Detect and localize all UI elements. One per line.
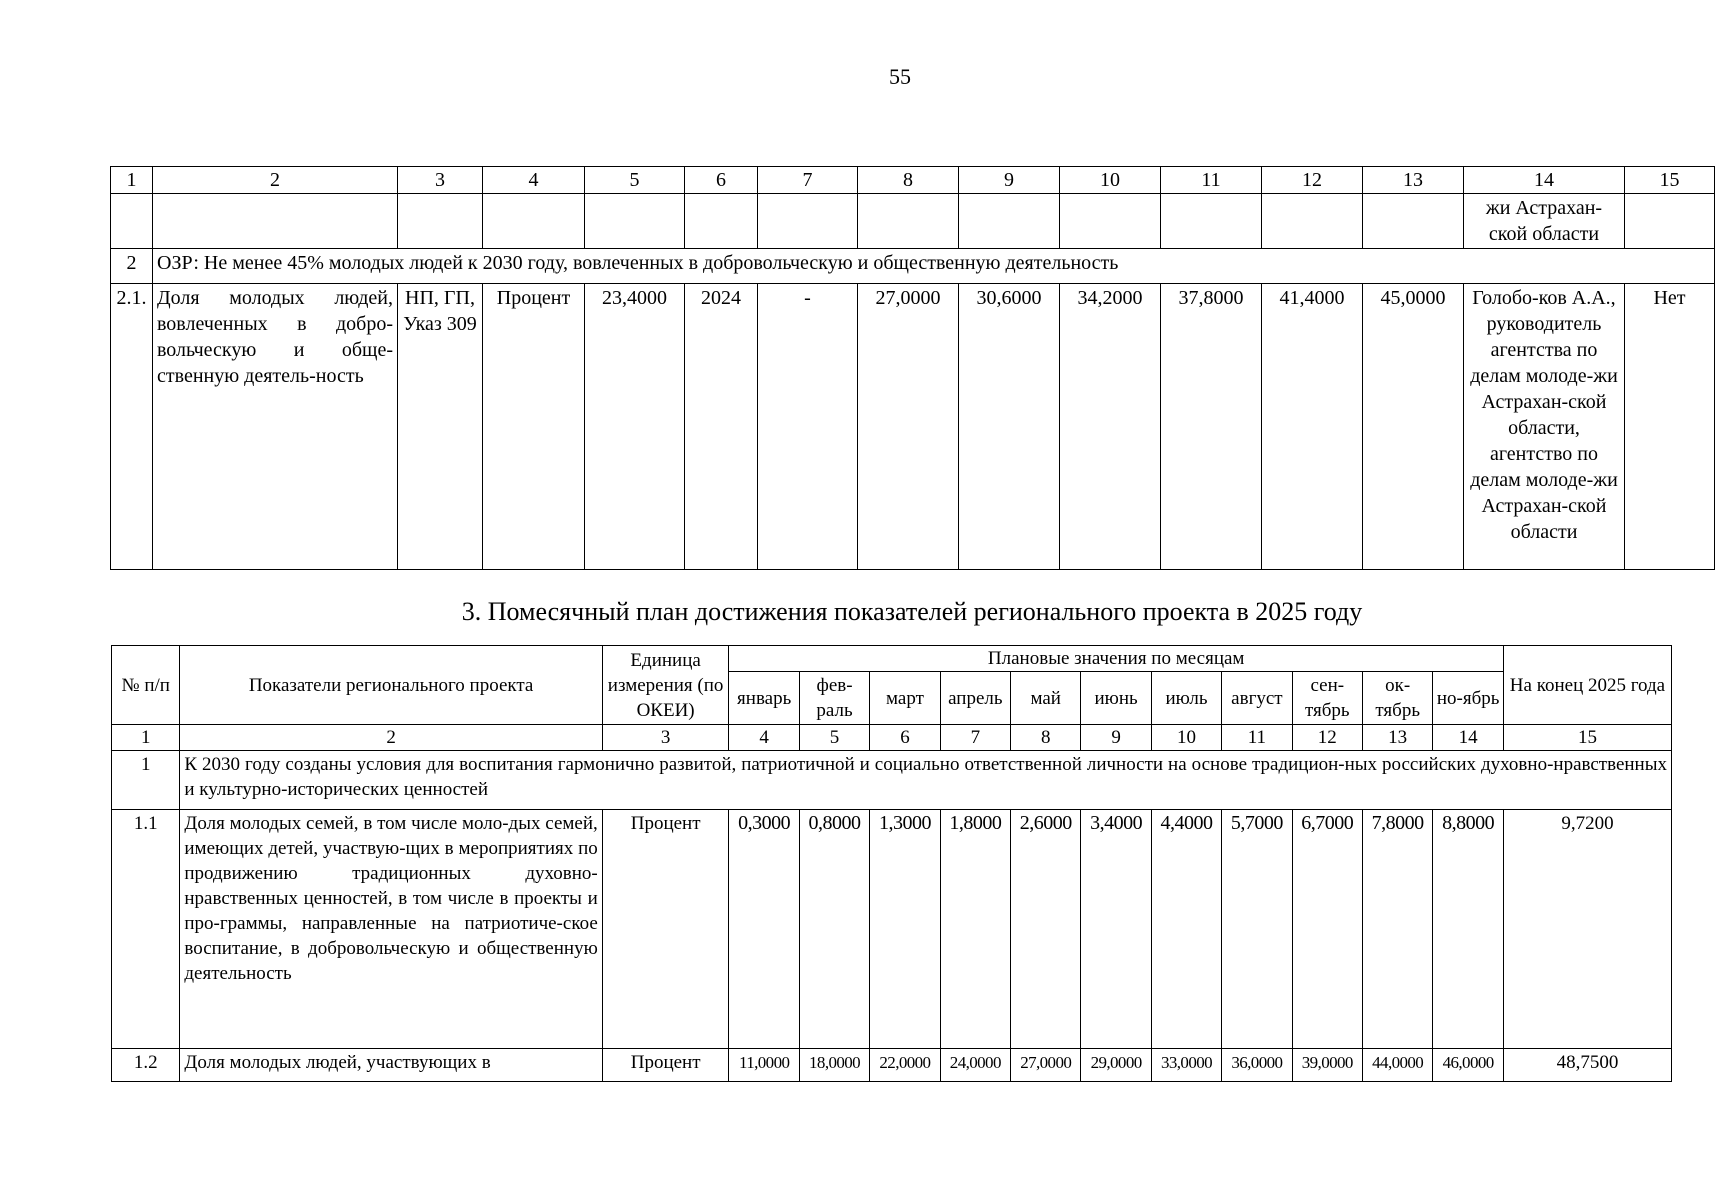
header-number: № п/п	[112, 646, 180, 725]
month-value: 6,7000	[1292, 810, 1362, 1049]
empty-cell	[153, 194, 398, 249]
responsible-continuation: жи Астрахан-ской области	[1464, 194, 1625, 249]
column-number: 8	[1011, 725, 1081, 751]
row-number: 1.1	[112, 810, 180, 1049]
goal-number: 2	[111, 249, 153, 284]
empty-cell	[111, 194, 153, 249]
empty-cell	[483, 194, 585, 249]
month-july: июль	[1151, 672, 1221, 725]
empty-cell	[858, 194, 959, 249]
empty-cell	[398, 194, 483, 249]
header-end: На конец 2025 года	[1503, 646, 1671, 725]
column-number: 15	[1625, 167, 1715, 194]
end-of-year-value: 9,7200	[1503, 810, 1671, 1049]
base-value: 23,4000	[585, 284, 685, 570]
column-number: 3	[602, 725, 729, 751]
value-col8: 27,0000	[858, 284, 959, 570]
column-number: 1	[111, 167, 153, 194]
month-value: 18,0000	[799, 1049, 869, 1082]
column-number: 8	[858, 167, 959, 194]
empty-cell	[1161, 194, 1262, 249]
unit: Процент	[483, 284, 585, 570]
column-number: 14	[1433, 725, 1504, 751]
plan-row	[112, 1049, 1672, 1082]
column-number: 12	[1262, 167, 1363, 194]
value-col13: 45,0000	[1363, 284, 1464, 570]
column-number-row	[111, 167, 1715, 194]
month-value: 7,8000	[1362, 810, 1432, 1049]
month-august: август	[1222, 672, 1292, 725]
unit: Процент	[602, 1049, 729, 1082]
column-number: 9	[1081, 725, 1151, 751]
month-value: 44,0000	[1362, 1049, 1432, 1082]
indicators-table	[110, 166, 1715, 570]
value-col10: 34,2000	[1060, 284, 1161, 570]
month-march: март	[870, 672, 940, 725]
month-value: 46,0000	[1433, 1049, 1504, 1082]
month-value: 27,0000	[1011, 1049, 1081, 1082]
month-value: 29,0000	[1081, 1049, 1151, 1082]
column-number: 5	[585, 167, 685, 194]
task-number: 1	[112, 751, 180, 810]
month-value: 39,0000	[1292, 1049, 1362, 1082]
column-number: 3	[398, 167, 483, 194]
month-value: 1,8000	[940, 810, 1010, 1049]
month-value: 0,8000	[799, 810, 869, 1049]
column-number: 11	[1222, 725, 1292, 751]
column-number: 13	[1363, 167, 1464, 194]
month-value: 11,0000	[729, 1049, 799, 1082]
month-june: июнь	[1081, 672, 1151, 725]
month-value: 33,0000	[1151, 1049, 1221, 1082]
empty-cell	[959, 194, 1060, 249]
column-number: 12	[1292, 725, 1362, 751]
month-value: 5,7000	[1222, 810, 1292, 1049]
goal-row	[111, 249, 1715, 284]
header-row	[112, 646, 1672, 672]
column-number: 15	[1503, 725, 1671, 751]
column-number-row	[112, 725, 1672, 751]
month-value: 24,0000	[940, 1049, 1010, 1082]
column-number: 9	[959, 167, 1060, 194]
column-number: 7	[940, 725, 1010, 751]
header-unit: Единица измерения (по ОКЕИ)	[602, 646, 729, 725]
value-col11: 37,8000	[1161, 284, 1262, 570]
column-number: 2	[153, 167, 398, 194]
month-value: 1,3000	[870, 810, 940, 1049]
responsible: Голобо-ков А.А., руководитель агентства по делам молоде-жи Астрахан-ской области, агентство по делам молоде-жи Астрахан-ской области	[1464, 284, 1625, 570]
month-value: 2,6000	[1011, 810, 1081, 1049]
month-february: фев-раль	[799, 672, 869, 725]
month-may: май	[1011, 672, 1081, 725]
task-row	[112, 751, 1672, 810]
month-november: но-ябрь	[1433, 672, 1504, 725]
month-value: 22,0000	[870, 1049, 940, 1082]
indicator-row	[111, 284, 1715, 570]
empty-cell	[1262, 194, 1363, 249]
column-number: 13	[1362, 725, 1432, 751]
indicator-name: Доля молодых людей, вовлеченных в добро-вольческую и обще-ственную деятель-ность	[153, 284, 398, 570]
month-october: ок-тябрь	[1362, 672, 1432, 725]
month-april: апрель	[940, 672, 1010, 725]
empty-cell	[1363, 194, 1464, 249]
column-number: 5	[799, 725, 869, 751]
header-indicator: Показатели регионального проекта	[180, 646, 602, 725]
empty-cell	[758, 194, 858, 249]
column-number: 7	[758, 167, 858, 194]
column-number: 4	[729, 725, 799, 751]
column-number: 11	[1161, 167, 1262, 194]
unit: Процент	[602, 810, 729, 1049]
column-number: 14	[1464, 167, 1625, 194]
column-number: 2	[180, 725, 602, 751]
month-value: 0,3000	[729, 810, 799, 1049]
column-number: 10	[1060, 167, 1161, 194]
empty-cell	[1625, 194, 1715, 249]
column-number: 10	[1151, 725, 1221, 751]
section-title: 3. Помесячный план достижения показателей регионального проекта в 2025 году	[461, 597, 1363, 626]
empty-cell	[585, 194, 685, 249]
value-col9: 30,6000	[959, 284, 1060, 570]
month-value: 8,8000	[1433, 810, 1504, 1049]
value-col12: 41,4000	[1262, 284, 1363, 570]
column-number: 1	[112, 725, 180, 751]
end-of-year-value: 48,7500	[1503, 1049, 1671, 1082]
row-number: 1.2	[112, 1049, 180, 1082]
page-number: 55	[889, 64, 911, 89]
continuation-row	[111, 194, 1715, 249]
column-number: 6	[685, 167, 758, 194]
month-value: 3,4000	[1081, 810, 1151, 1049]
month-value: 4,4000	[1151, 810, 1221, 1049]
indicator-level: НП, ГП, Указ 309	[398, 284, 483, 570]
header-planned: Плановые значения по месяцам	[729, 646, 1503, 672]
column-number: 4	[483, 167, 585, 194]
month-september: сен-тябрь	[1292, 672, 1362, 725]
task-text: К 2030 году созданы условия для воспитания гармонично развитой, патриотичной и социально ответственной личности на основе традицион-ных российских духовно-нравственных и культурно-исторических ценностей	[180, 751, 1672, 810]
indicator-name: Доля молодых людей, участвующих в	[180, 1049, 602, 1082]
value-col7: -	[758, 284, 858, 570]
goal-text: ОЗР: Не менее 45% молодых людей к 2030 году, вовлеченных в добровольческую и общественную деятельность	[153, 249, 1715, 284]
month-january: январь	[729, 672, 799, 725]
month-value: 36,0000	[1222, 1049, 1292, 1082]
base-year: 2024	[685, 284, 758, 570]
column-number: 6	[870, 725, 940, 751]
plan-row	[112, 810, 1672, 1049]
flag: Нет	[1625, 284, 1715, 570]
empty-cell	[685, 194, 758, 249]
indicator-name: Доля молодых семей, в том числе моло-дых семей, имеющих детей, участвую-щих в мероприятиях по продвижению традиционных духовно-нравственных ценностей, в том числе в проекты и про-граммы, направленные на патриотиче-ское воспитание, в добровольческую и общественную деятельность	[180, 810, 602, 1049]
row-number: 2.1.	[111, 284, 153, 570]
empty-cell	[1060, 194, 1161, 249]
monthly-plan-table	[111, 645, 1672, 1082]
